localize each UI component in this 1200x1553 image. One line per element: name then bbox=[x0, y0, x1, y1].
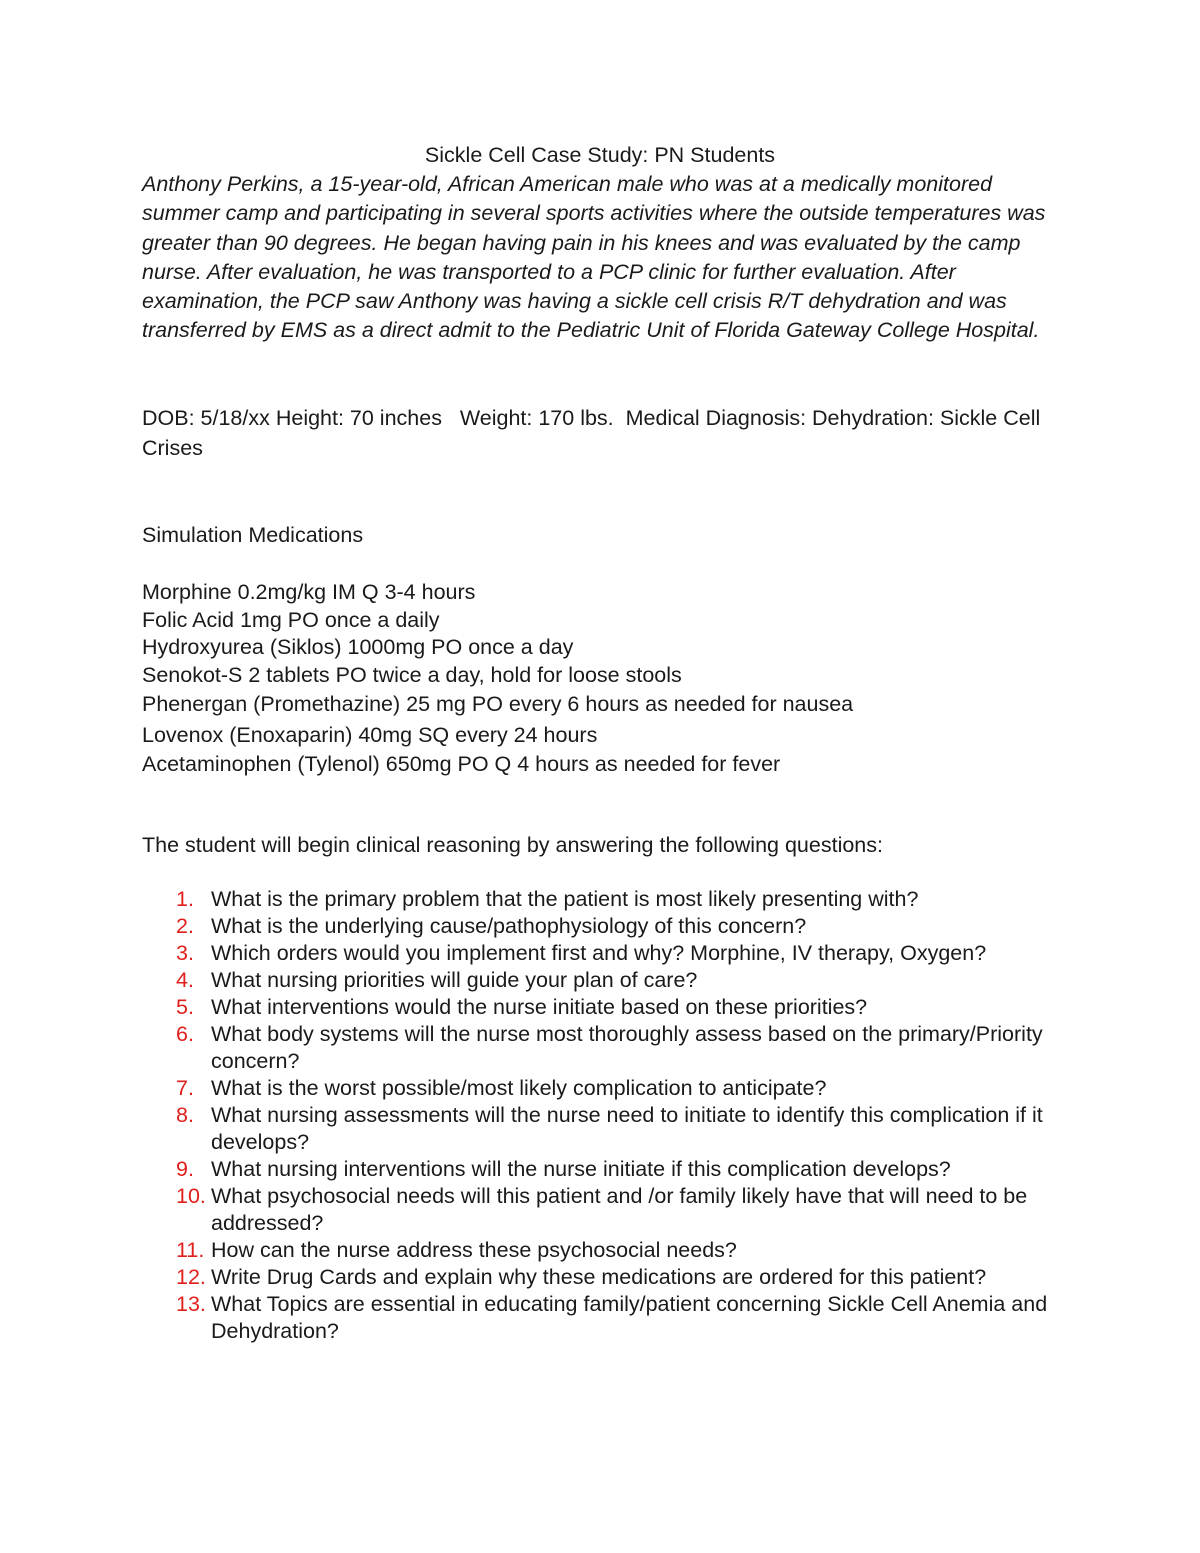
question-item bbox=[142, 1183, 1062, 1237]
question-text: What is the underlying cause/pathophysiology of this concern? bbox=[211, 914, 807, 938]
question-text: Write Drug Cards and explain why these medications are ordered for this patient? bbox=[211, 1265, 987, 1289]
medication-item: Phenergan (Promethazine) 25 mg PO every 6 hours as needed for nausea bbox=[142, 692, 854, 716]
medication-item: Morphine 0.2mg/kg IM Q 3-4 hours bbox=[142, 580, 476, 604]
question-number: 8. bbox=[176, 1103, 194, 1127]
question-text: What nursing interventions will the nurse initiate if this complication develops? bbox=[211, 1157, 951, 1181]
question-number: 9. bbox=[176, 1157, 194, 1181]
question-text: What interventions would the nurse initiate based on these priorities? bbox=[211, 995, 868, 1019]
question-item bbox=[142, 886, 1062, 913]
question-item bbox=[142, 913, 1062, 940]
question-number: 7. bbox=[176, 1076, 194, 1100]
question-item bbox=[142, 1075, 1062, 1102]
question-number: 11. bbox=[176, 1238, 205, 1262]
question-item bbox=[142, 1021, 1062, 1075]
medication-list bbox=[142, 579, 853, 779]
question-text: What is the primary problem that the patient is most likely presenting with? bbox=[211, 887, 919, 911]
question-number: 13. bbox=[176, 1292, 206, 1316]
question-item bbox=[142, 1264, 1062, 1291]
question-item bbox=[142, 940, 1062, 967]
question-number: 6. bbox=[176, 1022, 194, 1046]
patient-demographics: DOB: 5/18/xx Height: 70 inches Weight: 170 lbs. Medical Diagnosis: Dehydration: Sickle Cell Crises bbox=[142, 406, 1047, 460]
medication-item: Folic Acid 1mg PO once a daily bbox=[142, 607, 440, 632]
question-item bbox=[142, 1102, 1062, 1156]
questions-prompt: The student will begin clinical reasoning by answering the following questions: bbox=[142, 833, 883, 857]
question-item bbox=[142, 967, 1062, 994]
medication-item: Lovenox (Enoxaparin) 40mg SQ every 24 hours bbox=[142, 723, 598, 747]
medications-heading: Simulation Medications bbox=[142, 523, 364, 547]
question-item bbox=[142, 1156, 1062, 1183]
question-number: 12. bbox=[176, 1265, 206, 1289]
question-text: What body systems will the nurse most thoroughly assess based on the primary/Priority concern? bbox=[211, 1022, 1043, 1073]
question-text: What nursing priorities will guide your plan of care? bbox=[211, 968, 698, 992]
medication-item: Acetaminophen (Tylenol) 650mg PO Q 4 hours as needed for fever bbox=[142, 752, 781, 776]
medication-item: Hydroxyurea (Siklos) 1000mg PO once a day bbox=[142, 635, 574, 659]
question-text: What psychosocial needs will this patient and /or family likely have that will need to be addressed? bbox=[211, 1184, 1028, 1235]
case-intro-paragraph: Anthony Perkins, a 15-year-old, African American male who was at a medically monitored summer camp and participating in several sports activities where the outside temperatures was greater than 90 degrees. He began having pain in his knees and was evaluated by the camp nurse. After evaluation, he was transported to a PCP clinic for further evaluation. After examination, the PCP saw Anthony was having a sickle cell crisis R/T dehydration and was transferred by EMS as a direct admit to the Pediatric Unit of Florida Gateway College Hospital. bbox=[142, 172, 1046, 343]
question-list bbox=[142, 886, 1062, 1345]
question-number: 3. bbox=[176, 941, 194, 965]
question-text: What is the worst possible/most likely complication to anticipate? bbox=[211, 1076, 827, 1100]
medication-item: Senokot-S 2 tablets PO twice a day, hold for loose stools bbox=[142, 662, 682, 687]
question-number: 10. bbox=[176, 1184, 206, 1208]
question-number: 2. bbox=[176, 914, 194, 938]
question-item bbox=[142, 994, 1062, 1021]
question-item bbox=[142, 1291, 1062, 1345]
question-text: How can the nurse address these psychosocial needs? bbox=[211, 1238, 737, 1262]
question-number: 4. bbox=[176, 968, 194, 992]
question-text: What Topics are essential in educating family/patient concerning Sickle Cell Anemia and Dehydration? bbox=[211, 1292, 1048, 1343]
question-text: Which orders would you implement first and why? Morphine, IV therapy, Oxygen? bbox=[211, 941, 987, 965]
question-item bbox=[142, 1237, 1062, 1264]
question-text: What nursing assessments will the nurse need to initiate to identify this complication if it develops? bbox=[211, 1103, 1043, 1154]
question-number: 5. bbox=[176, 995, 194, 1019]
document-title: Sickle Cell Case Study: PN Students bbox=[424, 143, 776, 167]
question-number: 1. bbox=[176, 887, 194, 911]
